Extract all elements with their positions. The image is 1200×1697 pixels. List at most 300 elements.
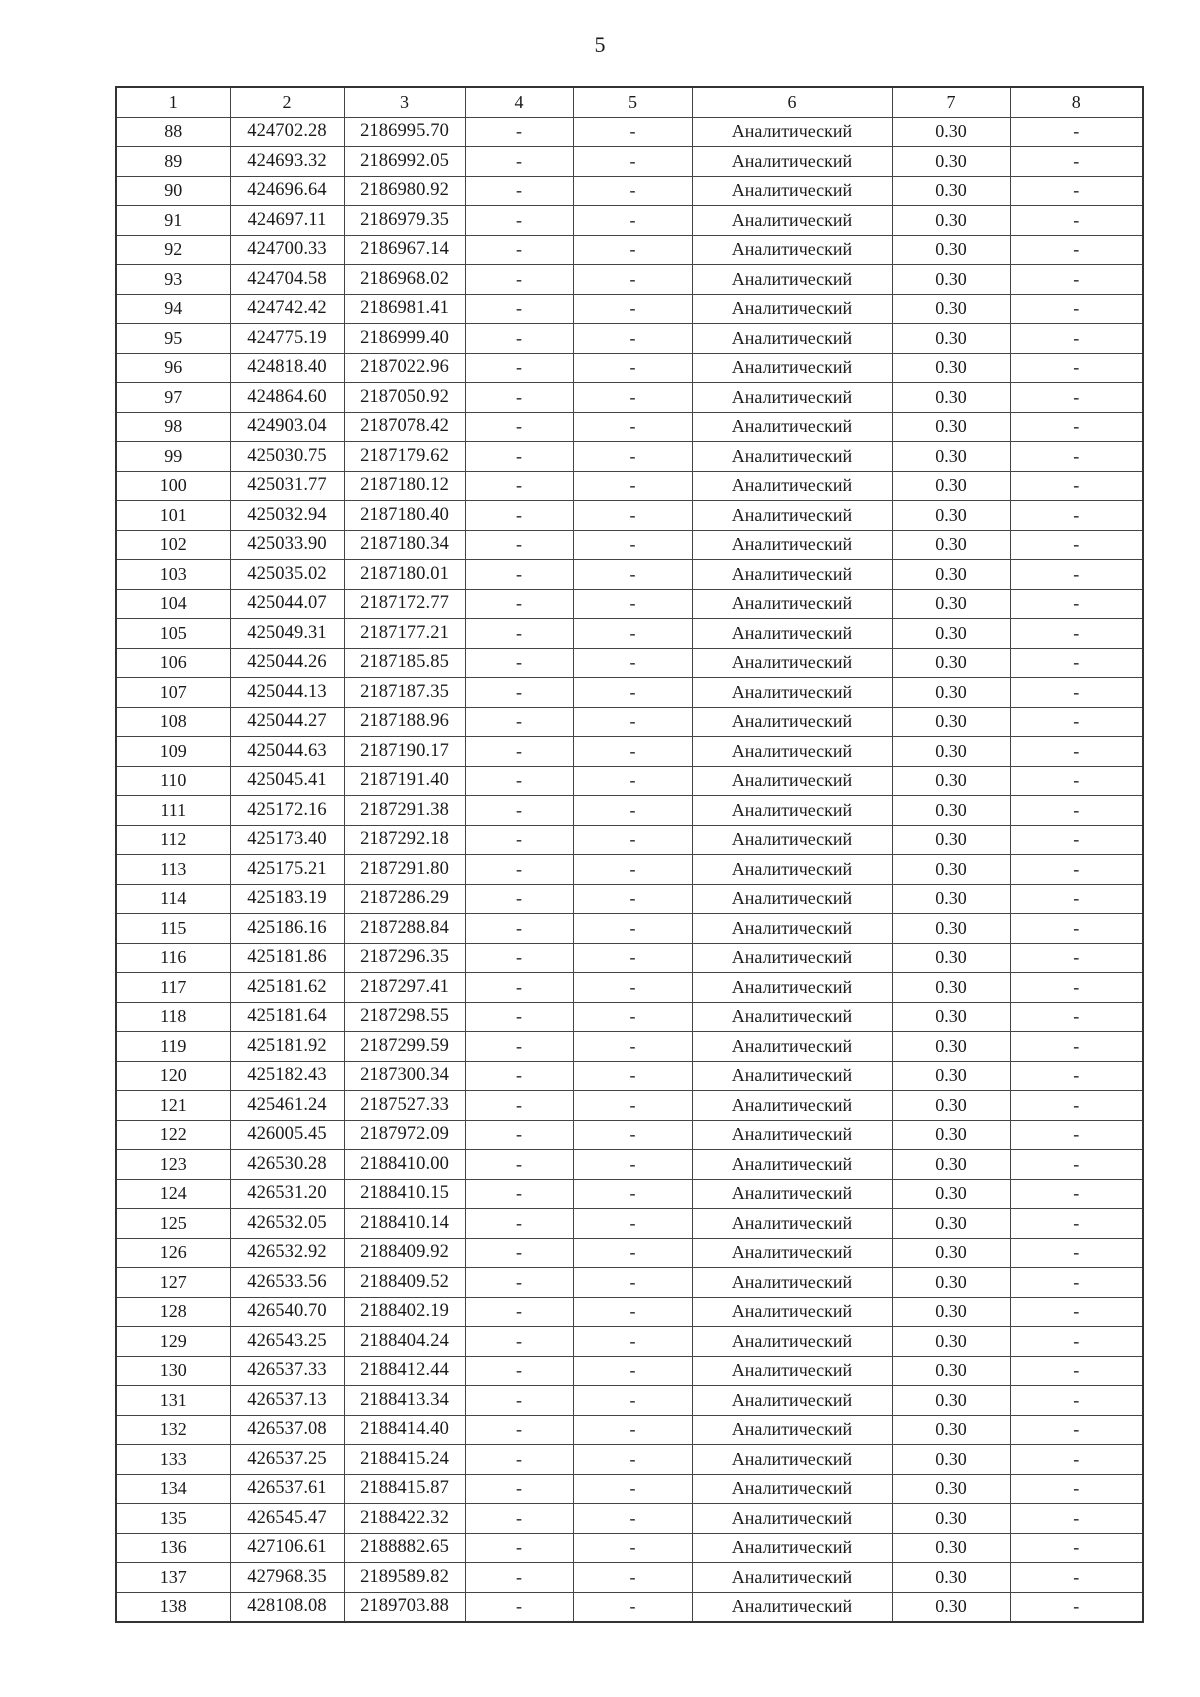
accuracy-cell: 0.30 xyxy=(892,943,1010,973)
col4-value-cell: - xyxy=(465,943,573,973)
col5-value-cell: - xyxy=(573,796,692,826)
y-coordinate-cell: 2187179.62 xyxy=(344,442,465,472)
point-number-cell: 107 xyxy=(116,678,230,708)
point-number-cell: 135 xyxy=(116,1504,230,1534)
col8-value-cell: - xyxy=(1010,1091,1143,1121)
table-row xyxy=(116,648,1143,678)
y-coordinate-cell: 2187300.34 xyxy=(344,1061,465,1091)
accuracy-cell: 0.30 xyxy=(892,176,1010,206)
method-cell: Аналитический xyxy=(692,117,892,147)
table-row xyxy=(116,1504,1143,1534)
col8-value-cell: - xyxy=(1010,147,1143,177)
accuracy-cell: 0.30 xyxy=(892,855,1010,885)
accuracy-cell: 0.30 xyxy=(892,1209,1010,1239)
method-cell: Аналитический xyxy=(692,530,892,560)
col5-value-cell: - xyxy=(573,1563,692,1593)
method-cell: Аналитический xyxy=(692,589,892,619)
method-cell: Аналитический xyxy=(692,1238,892,1268)
point-number-cell: 130 xyxy=(116,1356,230,1386)
col4-value-cell: - xyxy=(465,1327,573,1357)
col8-value-cell: - xyxy=(1010,471,1143,501)
table-row xyxy=(116,442,1143,472)
col4-value-cell: - xyxy=(465,1150,573,1180)
point-number-cell: 116 xyxy=(116,943,230,973)
col8-value-cell: - xyxy=(1010,442,1143,472)
y-coordinate-cell: 2188410.15 xyxy=(344,1179,465,1209)
table-row xyxy=(116,1150,1143,1180)
y-coordinate-cell: 2186995.70 xyxy=(344,117,465,147)
accuracy-cell: 0.30 xyxy=(892,1474,1010,1504)
col8-value-cell: - xyxy=(1010,914,1143,944)
col5-value-cell: - xyxy=(573,176,692,206)
x-coordinate-cell: 427106.61 xyxy=(230,1533,344,1563)
point-number-cell: 115 xyxy=(116,914,230,944)
col4-value-cell: - xyxy=(465,1592,573,1622)
col5-value-cell: - xyxy=(573,766,692,796)
y-coordinate-cell: 2186968.02 xyxy=(344,265,465,295)
col8-value-cell: - xyxy=(1010,206,1143,236)
y-coordinate-cell: 2186979.35 xyxy=(344,206,465,236)
x-coordinate-cell: 426537.61 xyxy=(230,1474,344,1504)
method-cell: Аналитический xyxy=(692,147,892,177)
accuracy-cell: 0.30 xyxy=(892,1592,1010,1622)
table-row xyxy=(116,1415,1143,1445)
x-coordinate-cell: 424742.42 xyxy=(230,294,344,324)
table-row xyxy=(116,1356,1143,1386)
col4-value-cell: - xyxy=(465,884,573,914)
col5-value-cell: - xyxy=(573,648,692,678)
col4-value-cell: - xyxy=(465,1445,573,1475)
table-row xyxy=(116,1445,1143,1475)
y-coordinate-cell: 2187296.35 xyxy=(344,943,465,973)
col5-value-cell: - xyxy=(573,1415,692,1445)
table-row xyxy=(116,412,1143,442)
method-cell: Аналитический xyxy=(692,471,892,501)
table-row xyxy=(116,206,1143,236)
col8-value-cell: - xyxy=(1010,1592,1143,1622)
y-coordinate-cell: 2186981.41 xyxy=(344,294,465,324)
accuracy-cell: 0.30 xyxy=(892,737,1010,767)
col5-value-cell: - xyxy=(573,501,692,531)
col8-value-cell: - xyxy=(1010,1445,1143,1475)
point-number-cell: 97 xyxy=(116,383,230,413)
method-cell: Аналитический xyxy=(692,1150,892,1180)
table-row xyxy=(116,1120,1143,1150)
column-header-5: 5 xyxy=(573,87,692,117)
y-coordinate-cell: 2187972.09 xyxy=(344,1120,465,1150)
y-coordinate-cell: 2187022.96 xyxy=(344,353,465,383)
col8-value-cell: - xyxy=(1010,1268,1143,1298)
col4-value-cell: - xyxy=(465,176,573,206)
x-coordinate-cell: 425173.40 xyxy=(230,825,344,855)
accuracy-cell: 0.30 xyxy=(892,324,1010,354)
column-header-6: 6 xyxy=(692,87,892,117)
table-row xyxy=(116,1327,1143,1357)
y-coordinate-cell: 2186967.14 xyxy=(344,235,465,265)
accuracy-cell: 0.30 xyxy=(892,766,1010,796)
accuracy-cell: 0.30 xyxy=(892,825,1010,855)
accuracy-cell: 0.30 xyxy=(892,471,1010,501)
y-coordinate-cell: 2187292.18 xyxy=(344,825,465,855)
col8-value-cell: - xyxy=(1010,855,1143,885)
col5-value-cell: - xyxy=(573,1238,692,1268)
col5-value-cell: - xyxy=(573,737,692,767)
accuracy-cell: 0.30 xyxy=(892,206,1010,236)
accuracy-cell: 0.30 xyxy=(892,1356,1010,1386)
col4-value-cell: - xyxy=(465,589,573,619)
table-row xyxy=(116,884,1143,914)
table-row xyxy=(116,737,1143,767)
method-cell: Аналитический xyxy=(692,560,892,590)
table-row xyxy=(116,1386,1143,1416)
x-coordinate-cell: 425030.75 xyxy=(230,442,344,472)
y-coordinate-cell: 2188415.24 xyxy=(344,1445,465,1475)
col8-value-cell: - xyxy=(1010,1297,1143,1327)
method-cell: Аналитический xyxy=(692,1386,892,1416)
accuracy-cell: 0.30 xyxy=(892,1563,1010,1593)
method-cell: Аналитический xyxy=(692,1268,892,1298)
accuracy-cell: 0.30 xyxy=(892,1386,1010,1416)
y-coordinate-cell: 2187177.21 xyxy=(344,619,465,649)
col5-value-cell: - xyxy=(573,1179,692,1209)
col4-value-cell: - xyxy=(465,1504,573,1534)
y-coordinate-cell: 2187527.33 xyxy=(344,1091,465,1121)
col4-value-cell: - xyxy=(465,1386,573,1416)
col5-value-cell: - xyxy=(573,619,692,649)
x-coordinate-cell: 424704.58 xyxy=(230,265,344,295)
point-number-cell: 99 xyxy=(116,442,230,472)
accuracy-cell: 0.30 xyxy=(892,1504,1010,1534)
col4-value-cell: - xyxy=(465,678,573,708)
point-number-cell: 114 xyxy=(116,884,230,914)
point-number-cell: 122 xyxy=(116,1120,230,1150)
x-coordinate-cell: 424702.28 xyxy=(230,117,344,147)
x-coordinate-cell: 425044.63 xyxy=(230,737,344,767)
point-number-cell: 103 xyxy=(116,560,230,590)
col5-value-cell: - xyxy=(573,678,692,708)
table-row xyxy=(116,1002,1143,1032)
y-coordinate-cell: 2188402.19 xyxy=(344,1297,465,1327)
col4-value-cell: - xyxy=(465,825,573,855)
point-number-cell: 92 xyxy=(116,235,230,265)
x-coordinate-cell: 425181.92 xyxy=(230,1032,344,1062)
accuracy-cell: 0.30 xyxy=(892,1091,1010,1121)
table-row xyxy=(116,1474,1143,1504)
y-coordinate-cell: 2187172.77 xyxy=(344,589,465,619)
accuracy-cell: 0.30 xyxy=(892,353,1010,383)
table-row xyxy=(116,353,1143,383)
x-coordinate-cell: 424818.40 xyxy=(230,353,344,383)
y-coordinate-cell: 2187190.17 xyxy=(344,737,465,767)
point-number-cell: 95 xyxy=(116,324,230,354)
y-coordinate-cell: 2188410.14 xyxy=(344,1209,465,1239)
point-number-cell: 88 xyxy=(116,117,230,147)
point-number-cell: 134 xyxy=(116,1474,230,1504)
col5-value-cell: - xyxy=(573,471,692,501)
col8-value-cell: - xyxy=(1010,117,1143,147)
accuracy-cell: 0.30 xyxy=(892,884,1010,914)
point-number-cell: 118 xyxy=(116,1002,230,1032)
y-coordinate-cell: 2188410.00 xyxy=(344,1150,465,1180)
col8-value-cell: - xyxy=(1010,1150,1143,1180)
col4-value-cell: - xyxy=(465,1120,573,1150)
col5-value-cell: - xyxy=(573,855,692,885)
y-coordinate-cell: 2188415.87 xyxy=(344,1474,465,1504)
col8-value-cell: - xyxy=(1010,707,1143,737)
col5-value-cell: - xyxy=(573,147,692,177)
method-cell: Аналитический xyxy=(692,943,892,973)
col5-value-cell: - xyxy=(573,442,692,472)
accuracy-cell: 0.30 xyxy=(892,914,1010,944)
x-coordinate-cell: 424864.60 xyxy=(230,383,344,413)
col8-value-cell: - xyxy=(1010,1563,1143,1593)
col4-value-cell: - xyxy=(465,737,573,767)
x-coordinate-cell: 425181.62 xyxy=(230,973,344,1003)
method-cell: Аналитический xyxy=(692,235,892,265)
method-cell: Аналитический xyxy=(692,265,892,295)
method-cell: Аналитический xyxy=(692,973,892,1003)
table-row xyxy=(116,855,1143,885)
column-header-1: 1 xyxy=(116,87,230,117)
accuracy-cell: 0.30 xyxy=(892,589,1010,619)
method-cell: Аналитический xyxy=(692,1592,892,1622)
col5-value-cell: - xyxy=(573,1327,692,1357)
method-cell: Аналитический xyxy=(692,501,892,531)
y-coordinate-cell: 2189703.88 xyxy=(344,1592,465,1622)
col8-value-cell: - xyxy=(1010,1209,1143,1239)
point-number-cell: 89 xyxy=(116,147,230,177)
point-number-cell: 96 xyxy=(116,353,230,383)
y-coordinate-cell: 2187191.40 xyxy=(344,766,465,796)
col5-value-cell: - xyxy=(573,1120,692,1150)
table-row xyxy=(116,1209,1143,1239)
method-cell: Аналитический xyxy=(692,1297,892,1327)
table-row xyxy=(116,324,1143,354)
method-cell: Аналитический xyxy=(692,1032,892,1062)
col8-value-cell: - xyxy=(1010,235,1143,265)
col5-value-cell: - xyxy=(573,1061,692,1091)
col4-value-cell: - xyxy=(465,1563,573,1593)
col5-value-cell: - xyxy=(573,943,692,973)
col8-value-cell: - xyxy=(1010,265,1143,295)
col4-value-cell: - xyxy=(465,324,573,354)
accuracy-cell: 0.30 xyxy=(892,235,1010,265)
col5-value-cell: - xyxy=(573,235,692,265)
method-cell: Аналитический xyxy=(692,294,892,324)
table-row xyxy=(116,1268,1143,1298)
col8-value-cell: - xyxy=(1010,1120,1143,1150)
point-number-cell: 119 xyxy=(116,1032,230,1062)
point-number-cell: 123 xyxy=(116,1150,230,1180)
x-coordinate-cell: 426533.56 xyxy=(230,1268,344,1298)
table-row xyxy=(116,1091,1143,1121)
accuracy-cell: 0.30 xyxy=(892,412,1010,442)
col4-value-cell: - xyxy=(465,383,573,413)
col8-value-cell: - xyxy=(1010,1356,1143,1386)
col5-value-cell: - xyxy=(573,294,692,324)
x-coordinate-cell: 425045.41 xyxy=(230,766,344,796)
accuracy-cell: 0.30 xyxy=(892,796,1010,826)
y-coordinate-cell: 2187185.85 xyxy=(344,648,465,678)
col8-value-cell: - xyxy=(1010,766,1143,796)
table-row xyxy=(116,1179,1143,1209)
y-coordinate-cell: 2187299.59 xyxy=(344,1032,465,1062)
y-coordinate-cell: 2187188.96 xyxy=(344,707,465,737)
col8-value-cell: - xyxy=(1010,501,1143,531)
column-header-4: 4 xyxy=(465,87,573,117)
point-number-cell: 125 xyxy=(116,1209,230,1239)
method-cell: Аналитический xyxy=(692,678,892,708)
accuracy-cell: 0.30 xyxy=(892,1061,1010,1091)
y-coordinate-cell: 2189589.82 xyxy=(344,1563,465,1593)
x-coordinate-cell: 426005.45 xyxy=(230,1120,344,1150)
accuracy-cell: 0.30 xyxy=(892,619,1010,649)
point-number-cell: 127 xyxy=(116,1268,230,1298)
column-header-3: 3 xyxy=(344,87,465,117)
method-cell: Аналитический xyxy=(692,796,892,826)
accuracy-cell: 0.30 xyxy=(892,1327,1010,1357)
x-coordinate-cell: 425181.64 xyxy=(230,1002,344,1032)
x-coordinate-cell: 426545.47 xyxy=(230,1504,344,1534)
x-coordinate-cell: 426540.70 xyxy=(230,1297,344,1327)
table-row xyxy=(116,1238,1143,1268)
method-cell: Аналитический xyxy=(692,206,892,236)
y-coordinate-cell: 2188882.65 xyxy=(344,1533,465,1563)
method-cell: Аналитический xyxy=(692,1563,892,1593)
table-row xyxy=(116,560,1143,590)
accuracy-cell: 0.30 xyxy=(892,265,1010,295)
col5-value-cell: - xyxy=(573,1091,692,1121)
method-cell: Аналитический xyxy=(692,1002,892,1032)
col5-value-cell: - xyxy=(573,412,692,442)
col4-value-cell: - xyxy=(465,1474,573,1504)
y-coordinate-cell: 2187286.29 xyxy=(344,884,465,914)
accuracy-cell: 0.30 xyxy=(892,530,1010,560)
col4-value-cell: - xyxy=(465,1533,573,1563)
accuracy-cell: 0.30 xyxy=(892,383,1010,413)
y-coordinate-cell: 2188404.24 xyxy=(344,1327,465,1357)
column-header-8: 8 xyxy=(1010,87,1143,117)
col4-value-cell: - xyxy=(465,1238,573,1268)
col4-value-cell: - xyxy=(465,1209,573,1239)
method-cell: Аналитический xyxy=(692,1356,892,1386)
y-coordinate-cell: 2187291.38 xyxy=(344,796,465,826)
accuracy-cell: 0.30 xyxy=(892,1002,1010,1032)
col4-value-cell: - xyxy=(465,796,573,826)
accuracy-cell: 0.30 xyxy=(892,294,1010,324)
x-coordinate-cell: 426537.13 xyxy=(230,1386,344,1416)
method-cell: Аналитический xyxy=(692,884,892,914)
x-coordinate-cell: 425044.07 xyxy=(230,589,344,619)
method-cell: Аналитический xyxy=(692,648,892,678)
point-number-cell: 94 xyxy=(116,294,230,324)
point-number-cell: 131 xyxy=(116,1386,230,1416)
x-coordinate-cell: 426543.25 xyxy=(230,1327,344,1357)
accuracy-cell: 0.30 xyxy=(892,678,1010,708)
x-coordinate-cell: 425031.77 xyxy=(230,471,344,501)
x-coordinate-cell: 425035.02 xyxy=(230,560,344,590)
y-coordinate-cell: 2187291.80 xyxy=(344,855,465,885)
point-number-cell: 105 xyxy=(116,619,230,649)
table-header-row xyxy=(116,87,1143,117)
column-header-2: 2 xyxy=(230,87,344,117)
y-coordinate-cell: 2186980.92 xyxy=(344,176,465,206)
col5-value-cell: - xyxy=(573,1150,692,1180)
x-coordinate-cell: 424696.64 xyxy=(230,176,344,206)
table-row xyxy=(116,943,1143,973)
method-cell: Аналитический xyxy=(692,1504,892,1534)
col8-value-cell: - xyxy=(1010,943,1143,973)
point-number-cell: 111 xyxy=(116,796,230,826)
accuracy-cell: 0.30 xyxy=(892,1268,1010,1298)
y-coordinate-cell: 2188409.52 xyxy=(344,1268,465,1298)
col5-value-cell: - xyxy=(573,1474,692,1504)
y-coordinate-cell: 2188414.40 xyxy=(344,1415,465,1445)
method-cell: Аналитический xyxy=(692,1533,892,1563)
point-number-cell: 113 xyxy=(116,855,230,885)
accuracy-cell: 0.30 xyxy=(892,1297,1010,1327)
table-row xyxy=(116,1533,1143,1563)
col8-value-cell: - xyxy=(1010,1327,1143,1357)
col5-value-cell: - xyxy=(573,1592,692,1622)
table-row xyxy=(116,1061,1143,1091)
y-coordinate-cell: 2187187.35 xyxy=(344,678,465,708)
col4-value-cell: - xyxy=(465,1091,573,1121)
col4-value-cell: - xyxy=(465,147,573,177)
col4-value-cell: - xyxy=(465,1061,573,1091)
col5-value-cell: - xyxy=(573,324,692,354)
x-coordinate-cell: 425181.86 xyxy=(230,943,344,973)
x-coordinate-cell: 425033.90 xyxy=(230,530,344,560)
point-number-cell: 110 xyxy=(116,766,230,796)
y-coordinate-cell: 2187180.34 xyxy=(344,530,465,560)
x-coordinate-cell: 424775.19 xyxy=(230,324,344,354)
col4-value-cell: - xyxy=(465,1356,573,1386)
col8-value-cell: - xyxy=(1010,1474,1143,1504)
col8-value-cell: - xyxy=(1010,294,1143,324)
accuracy-cell: 0.30 xyxy=(892,1533,1010,1563)
col4-value-cell: - xyxy=(465,294,573,324)
method-cell: Аналитический xyxy=(692,707,892,737)
col4-value-cell: - xyxy=(465,412,573,442)
method-cell: Аналитический xyxy=(692,914,892,944)
col8-value-cell: - xyxy=(1010,619,1143,649)
accuracy-cell: 0.30 xyxy=(892,973,1010,1003)
x-coordinate-cell: 424697.11 xyxy=(230,206,344,236)
page-number: 5 xyxy=(594,32,606,57)
col8-value-cell: - xyxy=(1010,884,1143,914)
col4-value-cell: - xyxy=(465,1002,573,1032)
accuracy-cell: 0.30 xyxy=(892,1032,1010,1062)
col4-value-cell: - xyxy=(465,471,573,501)
col4-value-cell: - xyxy=(465,707,573,737)
col8-value-cell: - xyxy=(1010,324,1143,354)
col5-value-cell: - xyxy=(573,117,692,147)
x-coordinate-cell: 425183.19 xyxy=(230,884,344,914)
col5-value-cell: - xyxy=(573,707,692,737)
col8-value-cell: - xyxy=(1010,678,1143,708)
col5-value-cell: - xyxy=(573,1533,692,1563)
table-row xyxy=(116,825,1143,855)
col8-value-cell: - xyxy=(1010,1386,1143,1416)
method-cell: Аналитический xyxy=(692,619,892,649)
col4-value-cell: - xyxy=(465,1032,573,1062)
col5-value-cell: - xyxy=(573,383,692,413)
point-number-cell: 133 xyxy=(116,1445,230,1475)
col4-value-cell: - xyxy=(465,560,573,590)
table-row xyxy=(116,265,1143,295)
table-row xyxy=(116,619,1143,649)
